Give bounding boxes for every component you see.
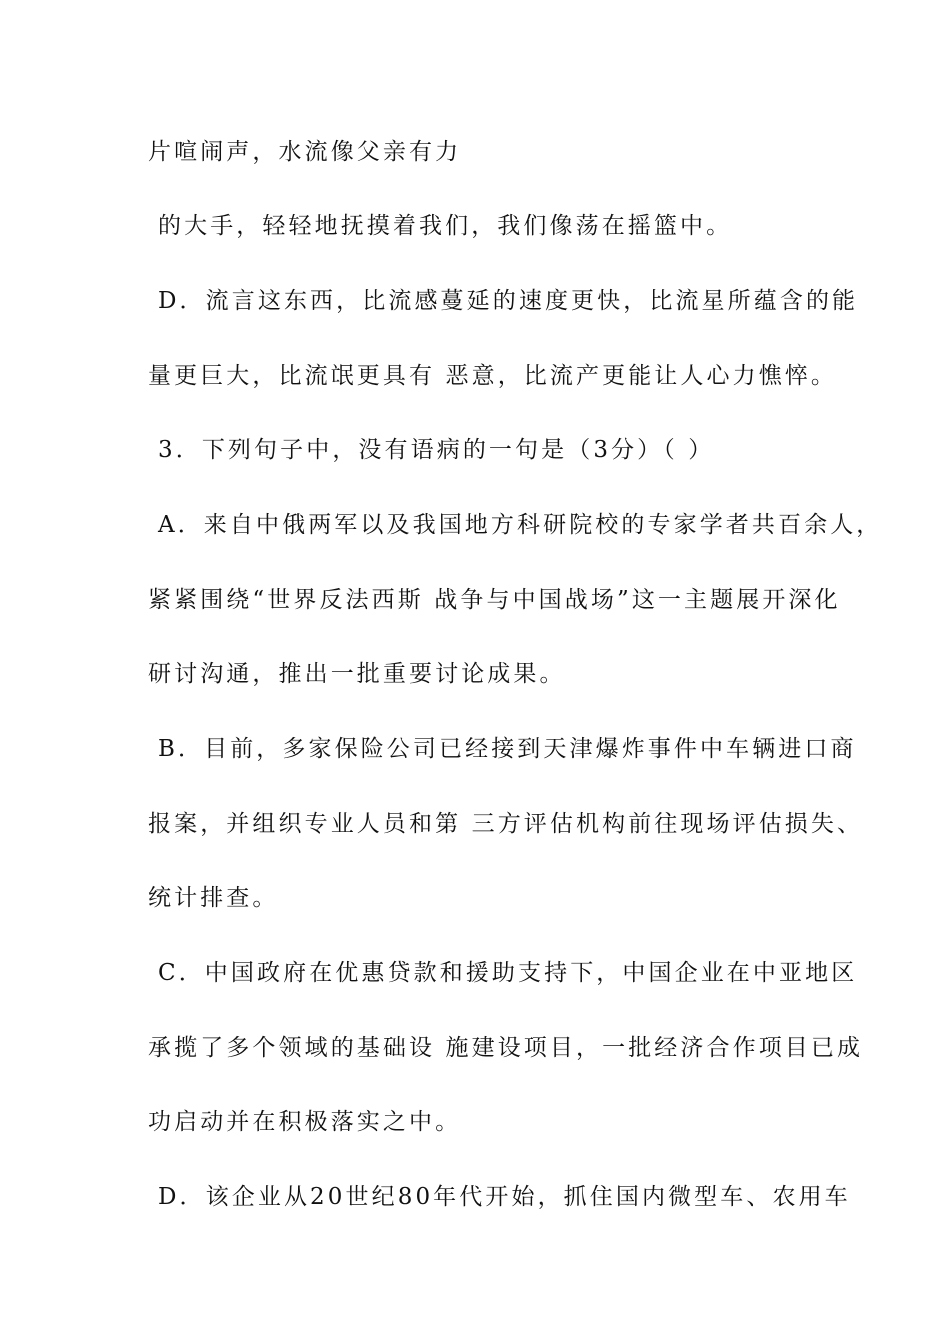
text-line: 研讨沟通，推出一批重要讨论成果。 [148,661,566,687]
option-b-line: B．目前，多家保险公司已经接到天津爆炸事件中车辆进口商 [158,736,857,762]
text-line: 统计排查。 [148,885,279,911]
text-line: 功启动并在积极落实之中。 [148,1109,462,1135]
option-d-line: D．该企业从20世纪80年代开始，抓住国内微型车、农用车 [158,1184,851,1210]
text-line: 片喧闹声，水流像父亲有力 [148,139,462,165]
text-line: 承揽了多个领域的基础设 施建设项目，一批经济合作项目已成 [148,1035,864,1061]
question-3-line: 3．下列句子中，没有语病的一句是（3分）（ ） [158,437,715,463]
text-line: 量更巨大，比流氓更具有 恶意，比流产更能让人心力憔悴。 [148,363,838,389]
option-d-line: D．流言这东西，比流感蔓延的速度更快，比流星所蕴含的能 [158,288,859,314]
option-c-line: C．中国政府在优惠贷款和援助支持下，中国企业在中亚地区 [158,960,858,986]
text-line: 的大手，轻轻地抚摸着我们，我们像荡在摇篮中。 [158,213,733,239]
text-line: 报案，并组织专业人员和第 三方评估机构前往现场评估损失、 [148,811,864,837]
text-line: 紧紧围绕“世界反法西斯 战争与中国战场”这一主题展开深化 [148,587,841,613]
option-a-line: A．来自中俄两军以及我国地方科研院校的专家学者共百余人， [158,512,883,538]
